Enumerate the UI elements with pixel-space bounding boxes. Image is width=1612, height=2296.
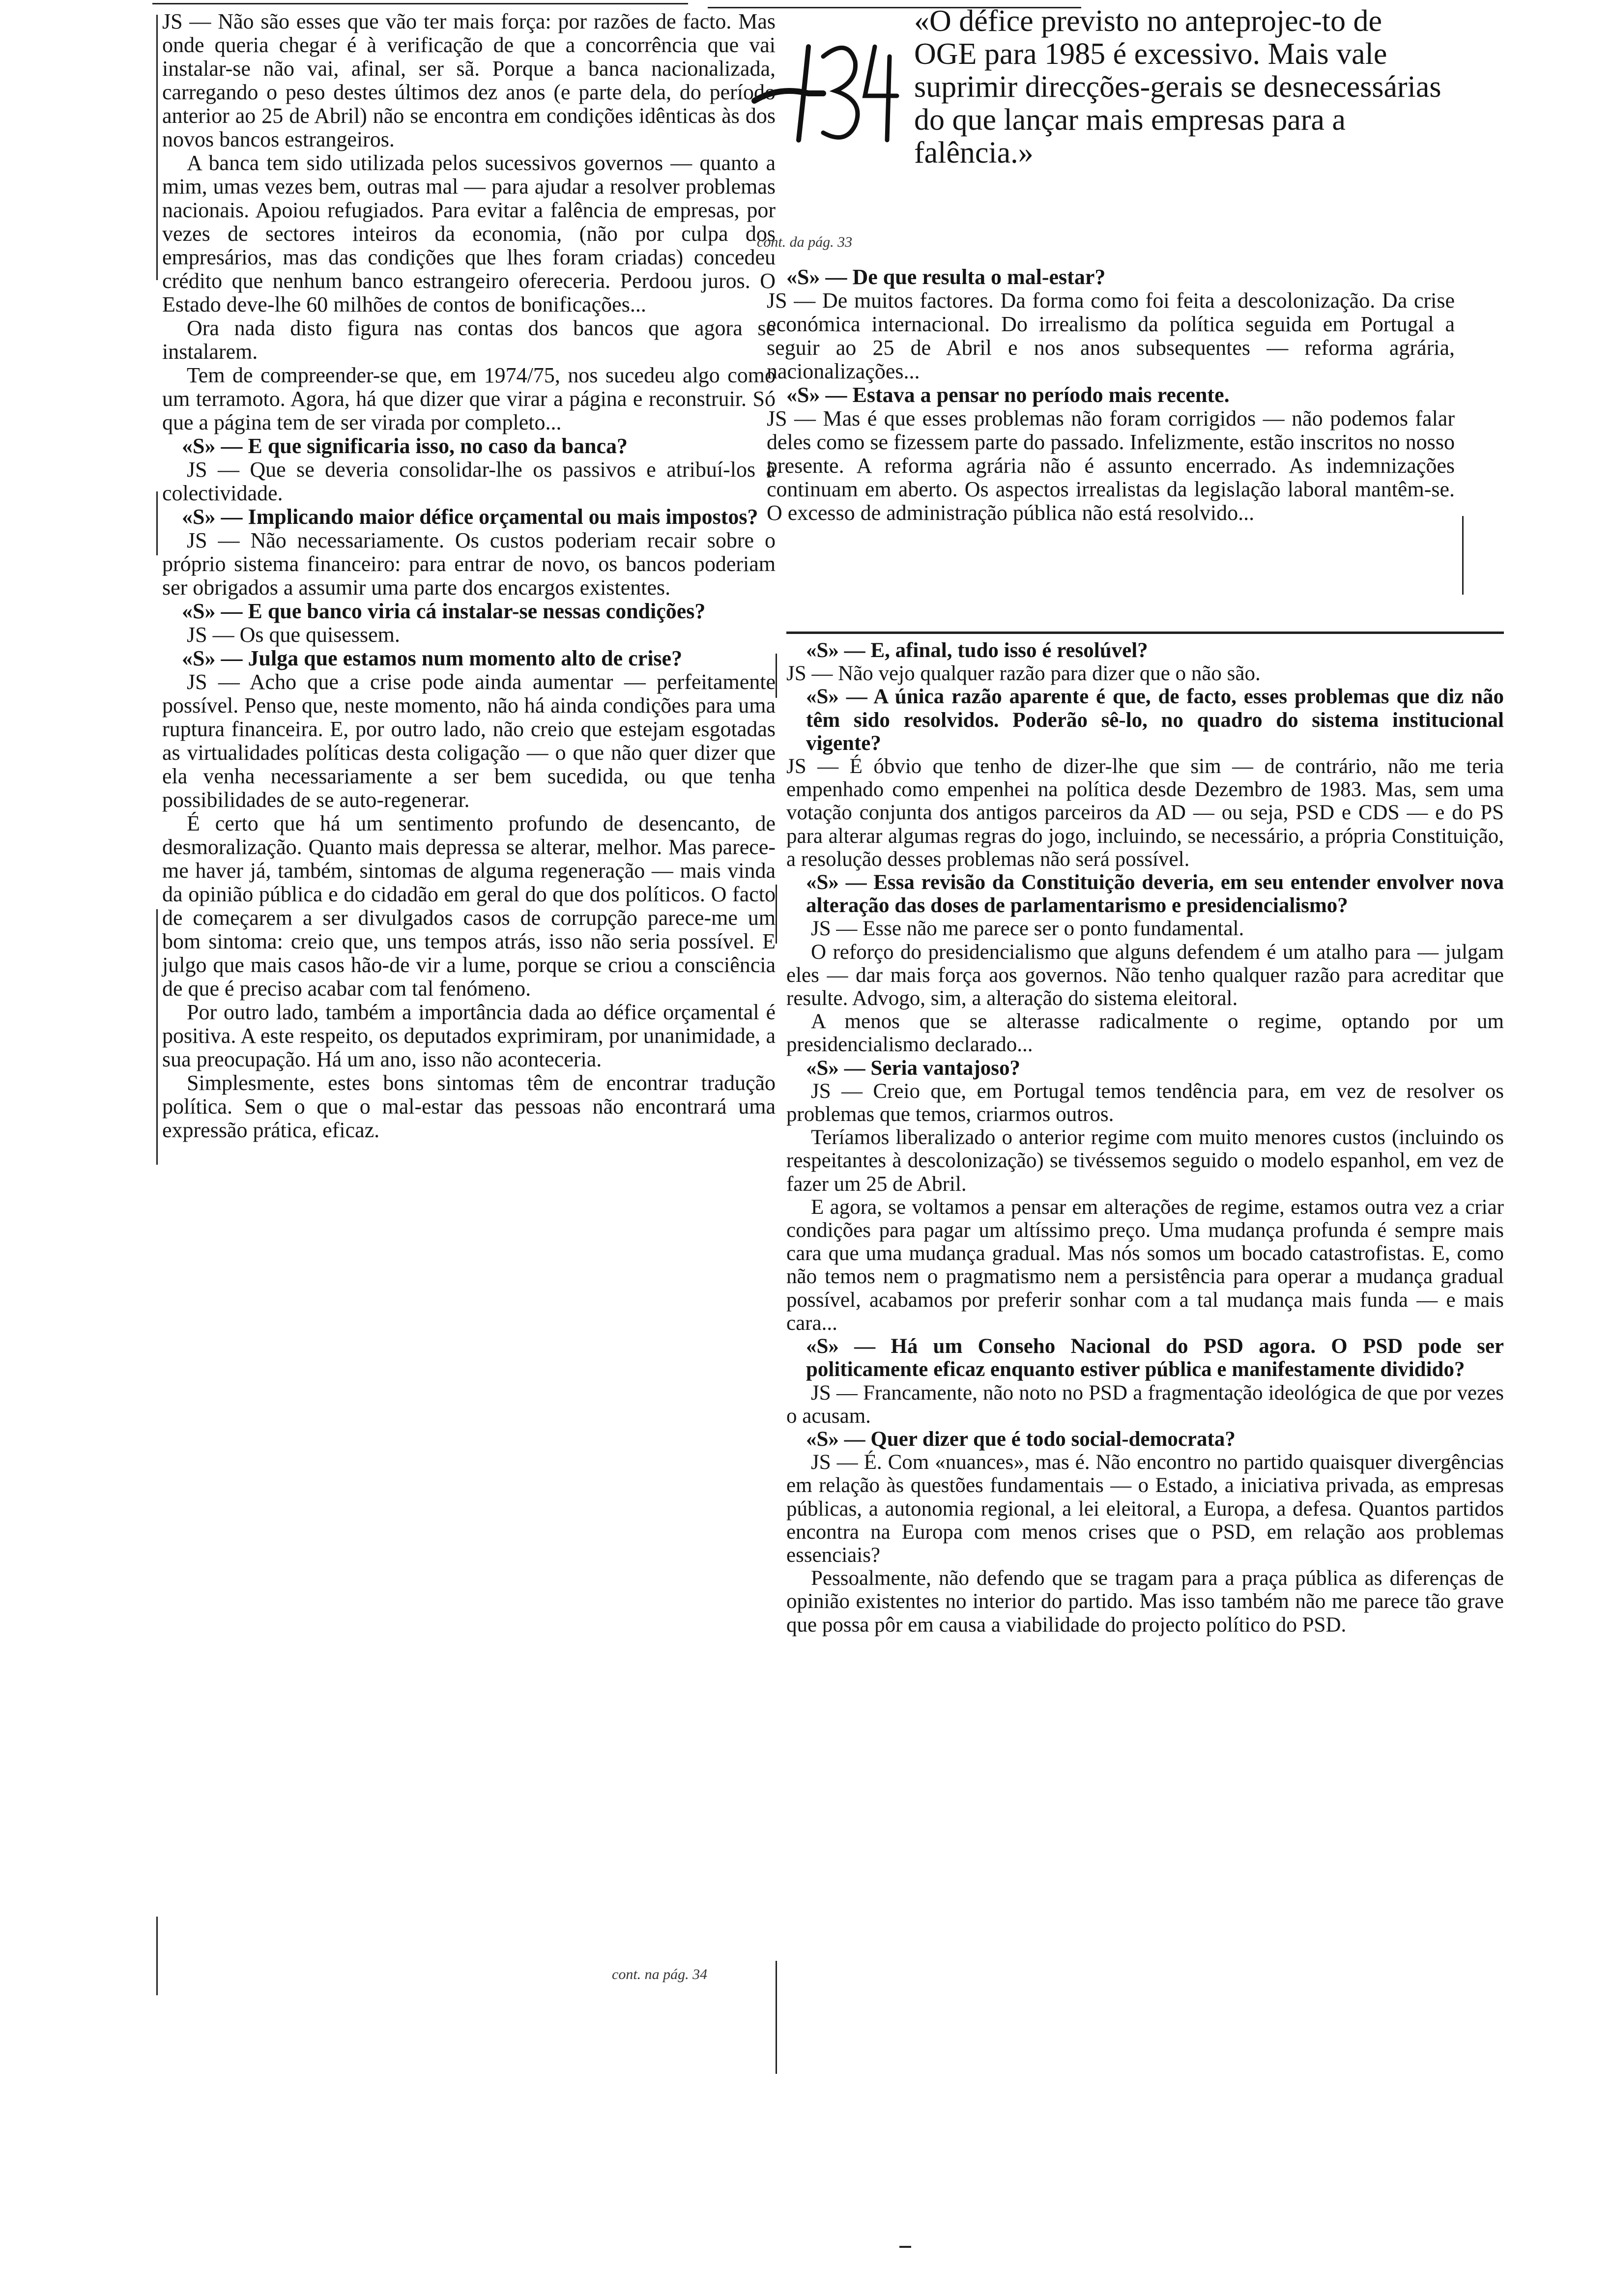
column-margin-line (156, 491, 158, 555)
interview-question: «S» — Há um Conseho Nacional do PSD agora. O PSD pode ser politicamente eficaz enquanto estiver pública e manifestamente dividido? (806, 1335, 1504, 1381)
interview-question: «S» — Estava a pensar no período mais recente. (786, 383, 1230, 407)
interview-question: «S» — E que banco viria cá instalar-se nessas condições? (182, 599, 706, 623)
page-mark (899, 2246, 911, 2248)
column-margin-line (1462, 516, 1464, 595)
column-margin-line (156, 15, 158, 280)
answer-paragraph: O reforço do presidencialismo que alguns defendem é um atalho para — julgam eles — dar mais força aos governos. Não tenho qualquer razão para acreditar que resulte. Advogo, sim, a alteração do sistema eleitoral. (786, 940, 1504, 1010)
right-column-top (767, 265, 1455, 525)
answer-paragraph: JS — Não são esses que vão ter mais força: por razões de facto. Mas onde queria chegar é à verificação de que a concorrência que vai instalar-se não vai, afinal, ser sã. Porque a banca nacionalizada, carregando o peso destes últimos dez anos (e parte dela, do período anterior ao 25 de Abril) não se encontra em condições idênticas às dos novos bancos estrangeiros. (162, 9, 776, 151)
left-column (162, 10, 776, 1142)
answer-paragraph: JS — Os que quisessem. (187, 623, 400, 647)
answer-paragraph: É certo que há um sentimento profundo de desencanto, de desmoralização. Quanto mais depressa se alterar, melhor. Mas parece-me haver já, também, sintomas de alguma regeneração — mais vinda da opinião pública e do cidadão em geral do que dos políticos. O facto de começarem a ser divulgados casos de corrupção parece-me um bom sintoma: creio que, uns tempos atrás, isso não seria possível. E julgo que mais casos hão-de vir a lume, porque se criou a consciência de que é preciso acabar com tal fenómeno. (162, 811, 776, 1001)
answer-paragraph: JS — Francamente, não noto no PSD a fragmentação ideológica de que por vezes o acusam. (786, 1381, 1504, 1428)
answer-paragraph: Teríamos liberalizado o anterior regime com muito menores custos (incluindo os respeitantes à descolonização) se tivéssemos seguido o modelo espanhol, em vez de fazer um 25 de Abril. (786, 1126, 1504, 1196)
top-rule-left (152, 3, 688, 4)
interview-question: «S» — Essa revisão da Constituição deveria, em seu entender envolver nova alteração das doses de parlamentarismo e presidencialismo? (806, 871, 1504, 918)
answer-paragraph: JS — É. Com «nuances», mas é. Não encontro no partido quaisquer divergências em relação às questões fundamentais — o Estado, a iniciativa privada, as empresas públicas, a autonomia regional, a lei eleitoral, a Europa, a defesa. Quantos partidos encontra na Europa com menos crises que o PSD, em relação aos problemas essenciais? (786, 1451, 1504, 1567)
pull-quote: «O défice previsto no anteprojec-to de OGE para 1985 é excessivo. Mais vale suprimir direcções-gerais se desnecessárias do que lançar mais empresas para a falência.» (914, 4, 1441, 170)
interview-question: «S» — Seria vantajoso? (806, 1056, 1020, 1080)
answer-paragraph: JS — Esse não me parece ser o ponto fundamental. (811, 917, 1244, 941)
answer-paragraph: JS — Creio que, em Portugal temos tendência para, em vez de resolver os problemas que temos, criarmos outros. (786, 1079, 1504, 1126)
answer-paragraph: A banca tem sido utilizada pelos sucessivos governos — quanto a mim, umas vezes bem, outras mal — para ajudar a resolver problemas nacionais. Apoiou refugiados. Para evitar a falência de empresas, por vezes de sectores inteiros da economia, (não por culpa dos empresários, mas das condições que lhes foram criadas) concedeu crédito que nenhum banco estrangeiro ofereceria. Perdoou juros. O Estado deve-lhe 60 milhões de contos de bonificações... (162, 151, 776, 316)
answer-paragraph: JS — Não vejo qualquer razão para dizer que o não são. (786, 662, 1261, 686)
interview-question: «S» — Quer dizer que é todo social-democrata? (806, 1427, 1236, 1451)
column-margin-line (776, 654, 777, 698)
answer-paragraph: A menos que se alterasse radicalmente o regime, optando por um presidencialismo declarado... (786, 1010, 1504, 1057)
answer-paragraph: E agora, se voltamos a pensar em alterações de regime, estamos outra vez a criar condições para pagar um altíssimo preço. Uma mudança profunda é sempre mais cara que uma mudança gradual. Mas nós somos um bocado catastrofistas. E, como não temos nem o pragmatismo nem a persistência para operar a mudança gradual possível, acabamos por preferir sonhar com a tal mudança mais funda — e mais cara... (786, 1195, 1504, 1335)
answer-paragraph: Pessoalmente, não defendo que se tragam para a praça pública as diferenças de opinião existentes no interior do partido. Mas isso também não me parece tão grave que possa pôr em causa a viabilidade do projecto político do PSD. (786, 1567, 1504, 1636)
interview-question: «S» — E que significaria isso, no caso da banca? (182, 434, 628, 458)
column-margin-line (156, 1917, 158, 1995)
answer-paragraph: Ora nada disto figura nas contas dos bancos que agora se instalarem. (162, 316, 776, 364)
continued-on-note: cont. na pág. 34 (612, 1966, 708, 1982)
right-column-bottom (786, 639, 1504, 1636)
interview-question: «S» — E, afinal, tudo isso é resolúvel? (806, 639, 1148, 662)
column-margin-line (776, 1961, 777, 2074)
interview-question: «S» — Implicando maior défice orçamental ou mais impostos? (182, 505, 758, 529)
interview-question: «S» — De que resulta o mal-estar? (786, 265, 1106, 289)
interview-question: «S» — A única razão aparente é que, de facto, esses problemas que diz não têm sido resolvidos. Poderão sê-lo, no quadro do sistema institucional vigente? (806, 685, 1504, 755)
column-margin-line (776, 885, 777, 944)
answer-paragraph: JS — É óbvio que tenho de dizer-lhe que sim — de contrário, não me teria empenhado como empenhei na política desde Dezembro de 1983. Mas, sem uma votação conjunta dos antigos parceiros da AD — ou seja, PSD e CDS — e do PS para alterar algumas regras do jogo, incluindo, se necessário, a própria Constituição, a resolução desses problemas não será possível. (786, 755, 1504, 871)
answer-paragraph: JS — De muitos factores. Da forma como foi feita a descolonização. Da crise económica internacional. Do irrealismo da política seguida em Portugal a seguir ao 25 de Abril e nos anos subsequentes — reforma agrária, nacionalizações... (767, 288, 1455, 383)
continued-from-note: cont. da pág. 33 (757, 234, 853, 250)
answer-paragraph: Simplesmente, estes bons sintomas têm de encontrar tradução política. Sem o que o mal-estar das pessoas não encontrará uma expressão prática, eficaz. (162, 1071, 776, 1142)
interview-question: «S» — Julga que estamos num momento alto de crise? (182, 646, 683, 670)
column-margin-line (156, 909, 158, 1165)
answer-paragraph: JS — Acho que a crise pode ainda aumentar — perfeitamente possível. Penso que, neste momento, não há ainda condições para uma ruptura financeira. E, por outro lado, não creio que estejam esgotadas as virtualidades políticas desta coligação — o que não quer dizer que ela venha necessariamente a ser bem sucedida, ou que tenha possibilidades de se auto-regenerar. (162, 670, 776, 812)
answer-paragraph: JS — Não necessariamente. Os custos poderiam recair sobre o próprio sistema financeiro: para entrar de novo, os bancos poderiam ser obrigados a assumir uma parte dos encargos existentes. (162, 528, 776, 600)
answer-paragraph: Tem de compreender-se que, em 1974/75, nos sucedeu algo como um terramoto. Agora, há que dizer que virar a página e reconstruir. Só que a página tem de ser virada por completo... (162, 363, 776, 434)
section-divider-rule (786, 631, 1504, 634)
answer-paragraph: Por outro lado, também a importância dada ao défice orçamental é positiva. A este respeito, os deputados exprimiram, por unanimidade, a sua preocupação. Há um ano, isso não aconteceria. (162, 1000, 776, 1071)
answer-paragraph: JS — Mas é que esses problemas não foram corrigidos — não podemos falar deles como se fizessem parte do passado. Infelizmente, estão inscritos no nosso presente. A reforma agrária não é assunto encerrado. As indemnizações continuam em aberto. Os aspectos irrealistas da legislação laboral mantêm-se. O excesso de administração pública não está resolvido... (767, 406, 1455, 525)
answer-paragraph: JS — Que se deveria consolidar-lhe os passivos e atribuí-los à colectividade. (162, 458, 776, 505)
